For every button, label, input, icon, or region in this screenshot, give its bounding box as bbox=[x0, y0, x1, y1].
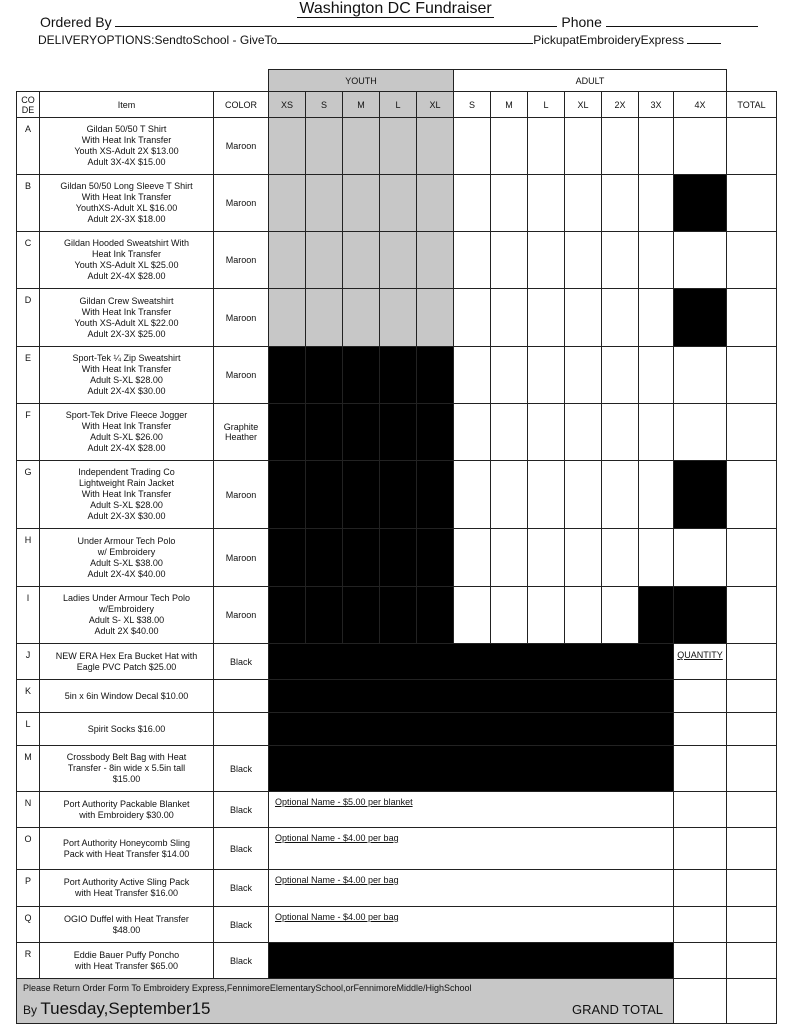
item-row bbox=[17, 347, 777, 404]
quantity-cell bbox=[269, 347, 306, 404]
item-color: Black bbox=[214, 644, 269, 680]
item-row bbox=[17, 943, 777, 979]
item-code: I bbox=[17, 587, 40, 644]
quantity-cell[interactable] bbox=[674, 232, 727, 289]
quantity-cell bbox=[306, 587, 343, 644]
item-color: Black bbox=[214, 907, 269, 943]
youth-size-header: S bbox=[306, 92, 343, 118]
row-total-cell[interactable] bbox=[727, 943, 777, 979]
grand-total-cell[interactable] bbox=[727, 979, 777, 1024]
row-total-cell[interactable] bbox=[727, 289, 777, 347]
ordered-by-row bbox=[40, 14, 758, 30]
row-total-cell[interactable] bbox=[727, 680, 777, 713]
quantity-cell bbox=[674, 289, 727, 347]
quantity-cell[interactable] bbox=[565, 347, 602, 404]
by-label: By bbox=[23, 1003, 38, 1017]
item-description: Sport-Tek Drive Fleece Jogger With Heat Ink Transfer Adult S-XL $26.00 Adult 2X-4X $28.00 bbox=[40, 404, 214, 461]
quantity-cell bbox=[380, 347, 417, 404]
adult-size-header: S bbox=[454, 92, 491, 118]
quantity-cell[interactable] bbox=[528, 175, 565, 232]
quantity-cell[interactable] bbox=[454, 118, 491, 175]
optional-name-field[interactable]: Optional Name - $4.00 per bag bbox=[269, 870, 674, 907]
quantity-cell[interactable] bbox=[269, 175, 306, 232]
column-header-row bbox=[17, 92, 777, 118]
quantity-cell bbox=[269, 587, 306, 644]
item-color: Maroon bbox=[214, 175, 269, 232]
quantity-cell[interactable] bbox=[602, 461, 639, 529]
quantity-cell[interactable] bbox=[639, 232, 674, 289]
item-description: Under Armour Tech Polo w/ Embroidery Adult S-XL $38.00 Adult 2X-4X $40.00 bbox=[40, 529, 214, 587]
quantity-cell[interactable] bbox=[454, 347, 491, 404]
code-header: CO DE bbox=[17, 92, 40, 118]
grand-total-quantity-cell[interactable] bbox=[674, 979, 727, 1024]
row-total-cell[interactable] bbox=[727, 347, 777, 404]
item-code: A bbox=[17, 118, 40, 175]
quantity-cell[interactable] bbox=[565, 232, 602, 289]
quantity-cell[interactable] bbox=[674, 713, 727, 746]
row-total-cell[interactable] bbox=[727, 644, 777, 680]
item-row bbox=[17, 175, 777, 232]
adult-group-header: ADULT bbox=[454, 70, 727, 92]
quantity-cell bbox=[380, 587, 417, 644]
quantity-cell bbox=[306, 461, 343, 529]
quantity-cell[interactable] bbox=[306, 289, 343, 347]
deadline-date: Tuesday,September15 bbox=[40, 999, 211, 1018]
item-code: N bbox=[17, 792, 40, 828]
item-code: F bbox=[17, 404, 40, 461]
quantity-cell[interactable] bbox=[602, 347, 639, 404]
row-total-cell[interactable] bbox=[727, 529, 777, 587]
item-code: L bbox=[17, 713, 40, 746]
quantity-cell[interactable] bbox=[343, 175, 380, 232]
item-description: Gildan Crew Sweatshirt With Heat Ink Transfer Youth XS-Adult XL $22.00 Adult 2X-3X $25.00 bbox=[40, 289, 214, 347]
youth-size-header: M bbox=[343, 92, 380, 118]
quantity-cell[interactable] bbox=[674, 943, 727, 979]
quantity-cell[interactable] bbox=[674, 529, 727, 587]
quantity-cell[interactable] bbox=[269, 289, 306, 347]
quantity-label: QUANTITY bbox=[674, 644, 727, 680]
quantity-cell[interactable] bbox=[528, 529, 565, 587]
quantity-cell[interactable] bbox=[639, 529, 674, 587]
quantity-cell bbox=[674, 587, 727, 644]
item-code: M bbox=[17, 746, 40, 792]
item-row bbox=[17, 870, 777, 907]
row-total-cell[interactable] bbox=[727, 587, 777, 644]
item-description: Port Authority Packable Blanket with Embroidery $30.00 bbox=[40, 792, 214, 828]
quantity-cell bbox=[343, 404, 380, 461]
row-total-cell[interactable] bbox=[727, 792, 777, 828]
quantity-cell[interactable] bbox=[454, 175, 491, 232]
quantity-cell[interactable] bbox=[602, 175, 639, 232]
item-row bbox=[17, 792, 777, 828]
quantity-cell[interactable] bbox=[565, 529, 602, 587]
quantity-cell bbox=[417, 587, 454, 644]
quantity-cell bbox=[380, 461, 417, 529]
phone-field[interactable] bbox=[606, 14, 758, 27]
item-description: 5in x 6in Window Decal $10.00 bbox=[40, 680, 214, 713]
item-code: Q bbox=[17, 907, 40, 943]
quantity-cell[interactable] bbox=[491, 404, 528, 461]
order-table bbox=[16, 69, 777, 1024]
item-color: Maroon bbox=[214, 118, 269, 175]
quantity-cell[interactable] bbox=[565, 289, 602, 347]
row-total-cell[interactable] bbox=[727, 746, 777, 792]
blocked-cell bbox=[269, 746, 674, 792]
item-row bbox=[17, 232, 777, 289]
youth-size-header: XS bbox=[269, 92, 306, 118]
quantity-cell[interactable] bbox=[491, 461, 528, 529]
item-row bbox=[17, 644, 777, 680]
quantity-cell bbox=[306, 404, 343, 461]
item-description: Gildan Hooded Sweatshirt With Heat Ink Transfer Youth XS-Adult XL $25.00 Adult 2X-4X $28.00 bbox=[40, 232, 214, 289]
youth-group-header: YOUTH bbox=[269, 70, 454, 92]
quantity-cell[interactable] bbox=[269, 118, 306, 175]
quantity-cell[interactable] bbox=[454, 529, 491, 587]
row-total-cell[interactable] bbox=[727, 870, 777, 907]
quantity-cell[interactable] bbox=[528, 404, 565, 461]
quantity-cell[interactable] bbox=[454, 404, 491, 461]
quantity-cell[interactable] bbox=[491, 118, 528, 175]
item-code: P bbox=[17, 870, 40, 907]
quantity-cell[interactable] bbox=[602, 529, 639, 587]
item-code: O bbox=[17, 828, 40, 870]
quantity-cell[interactable] bbox=[602, 289, 639, 347]
item-code: B bbox=[17, 175, 40, 232]
item-code: C bbox=[17, 232, 40, 289]
adult-size-header: XL bbox=[565, 92, 602, 118]
quantity-cell[interactable] bbox=[343, 232, 380, 289]
ordered-by-field[interactable] bbox=[115, 14, 557, 27]
item-code: J bbox=[17, 644, 40, 680]
quantity-cell[interactable] bbox=[343, 118, 380, 175]
quantity-cell[interactable] bbox=[639, 404, 674, 461]
quantity-cell[interactable] bbox=[417, 289, 454, 347]
row-total-cell[interactable] bbox=[727, 461, 777, 529]
quantity-cell[interactable] bbox=[417, 232, 454, 289]
blocked-cell bbox=[269, 943, 674, 979]
return-instructions: Please Return Order Form To Embroidery Express,FennimoreElementarySchool,orFennimoreMiddle/HighSchool bbox=[23, 983, 472, 993]
item-color: Maroon bbox=[214, 289, 269, 347]
item-color: Graphite Heather bbox=[214, 404, 269, 461]
quantity-cell[interactable] bbox=[674, 746, 727, 792]
delivery-options-label: DELIVERYOPTIONS:SendtoSchool - GiveTo bbox=[38, 33, 278, 47]
item-color bbox=[214, 713, 269, 746]
row-total-cell[interactable] bbox=[727, 404, 777, 461]
item-code: H bbox=[17, 529, 40, 587]
adult-size-header: 3X bbox=[639, 92, 674, 118]
quantity-cell bbox=[417, 461, 454, 529]
item-row bbox=[17, 828, 777, 870]
item-description: Crossbody Belt Bag with Heat Transfer - 8in wide x 5.5in tall $15.00 bbox=[40, 746, 214, 792]
item-row bbox=[17, 713, 777, 746]
item-row bbox=[17, 907, 777, 943]
total-header: TOTAL bbox=[727, 92, 777, 118]
quantity-cell bbox=[343, 347, 380, 404]
quantity-cell[interactable] bbox=[528, 232, 565, 289]
quantity-cell[interactable] bbox=[674, 680, 727, 713]
quantity-cell[interactable] bbox=[528, 347, 565, 404]
blocked-cell bbox=[269, 680, 674, 713]
quantity-cell[interactable] bbox=[380, 175, 417, 232]
item-color bbox=[214, 680, 269, 713]
item-color: Maroon bbox=[214, 232, 269, 289]
quantity-cell[interactable] bbox=[674, 347, 727, 404]
quantity-cell bbox=[306, 529, 343, 587]
phone-label: Phone bbox=[561, 14, 602, 30]
quantity-cell bbox=[380, 529, 417, 587]
item-description: Gildan 50/50 Long Sleeve T Shirt With Heat Ink Transfer YouthXS-Adult XL $16.00 Adult 2X-3X $18.00 bbox=[40, 175, 214, 232]
quantity-cell[interactable] bbox=[417, 175, 454, 232]
blocked-cell bbox=[269, 713, 674, 746]
quantity-cell bbox=[674, 175, 727, 232]
quantity-cell bbox=[343, 529, 380, 587]
blocked-cell bbox=[269, 644, 674, 680]
footer-row bbox=[17, 979, 777, 1024]
quantity-cell bbox=[417, 529, 454, 587]
pickup-field[interactable] bbox=[687, 31, 721, 44]
optional-name-field[interactable]: Optional Name - $4.00 per bag bbox=[269, 828, 674, 870]
pickup-label: PickupatEmbroideryExpress bbox=[533, 33, 684, 47]
youth-size-header: XL bbox=[417, 92, 454, 118]
quantity-cell[interactable] bbox=[528, 289, 565, 347]
quantity-cell[interactable] bbox=[269, 232, 306, 289]
item-description: Port Authority Active Sling Pack with Heat Transfer $16.00 bbox=[40, 870, 214, 907]
quantity-cell[interactable] bbox=[565, 404, 602, 461]
item-color: Black bbox=[214, 828, 269, 870]
quantity-cell[interactable] bbox=[380, 289, 417, 347]
quantity-cell[interactable] bbox=[674, 792, 727, 828]
adult-size-header: 2X bbox=[602, 92, 639, 118]
row-total-cell[interactable] bbox=[727, 232, 777, 289]
item-code: D bbox=[17, 289, 40, 347]
quantity-cell[interactable] bbox=[491, 529, 528, 587]
item-description: Port Authority Honeycomb Sling Pack with Heat Transfer $14.00 bbox=[40, 828, 214, 870]
quantity-cell[interactable] bbox=[674, 404, 727, 461]
quantity-cell[interactable] bbox=[306, 175, 343, 232]
quantity-cell[interactable] bbox=[639, 175, 674, 232]
item-description: Eddie Bauer Puffy Poncho with Heat Transfer $65.00 bbox=[40, 943, 214, 979]
quantity-cell[interactable] bbox=[602, 118, 639, 175]
adult-size-header: L bbox=[528, 92, 565, 118]
quantity-cell[interactable] bbox=[565, 587, 602, 644]
quantity-cell[interactable] bbox=[639, 289, 674, 347]
quantity-cell[interactable] bbox=[454, 461, 491, 529]
quantity-cell[interactable] bbox=[602, 232, 639, 289]
quantity-cell[interactable] bbox=[674, 907, 727, 943]
quantity-cell[interactable] bbox=[565, 175, 602, 232]
item-color: Maroon bbox=[214, 529, 269, 587]
quantity-cell[interactable] bbox=[491, 232, 528, 289]
quantity-cell[interactable] bbox=[454, 289, 491, 347]
quantity-cell bbox=[343, 461, 380, 529]
youth-size-header: L bbox=[380, 92, 417, 118]
quantity-cell[interactable] bbox=[565, 118, 602, 175]
ordered-by-label: Ordered By bbox=[40, 14, 112, 30]
item-description: Ladies Under Armour Tech Polo w/Embroidery Adult S- XL $38.00 Adult 2X $40.00 bbox=[40, 587, 214, 644]
quantity-cell bbox=[417, 404, 454, 461]
quantity-cell[interactable] bbox=[528, 587, 565, 644]
item-row bbox=[17, 404, 777, 461]
quantity-cell[interactable] bbox=[417, 118, 454, 175]
quantity-cell bbox=[639, 587, 674, 644]
quantity-cell[interactable] bbox=[602, 587, 639, 644]
item-row bbox=[17, 289, 777, 347]
item-description: OGIO Duffel with Heat Transfer $48.00 bbox=[40, 907, 214, 943]
give-to-field[interactable] bbox=[277, 31, 533, 44]
quantity-cell[interactable] bbox=[639, 118, 674, 175]
row-total-cell[interactable] bbox=[727, 118, 777, 175]
optional-name-field[interactable]: Optional Name - $5.00 per blanket bbox=[269, 792, 674, 828]
quantity-cell[interactable] bbox=[528, 118, 565, 175]
item-color: Black bbox=[214, 746, 269, 792]
quantity-cell bbox=[674, 461, 727, 529]
adult-size-header: 4X bbox=[674, 92, 727, 118]
deadline-line bbox=[23, 999, 667, 1019]
item-description: Spirit Socks $16.00 bbox=[40, 713, 214, 746]
quantity-cell[interactable] bbox=[491, 289, 528, 347]
item-row bbox=[17, 118, 777, 175]
quantity-cell[interactable] bbox=[454, 587, 491, 644]
delivery-row bbox=[38, 31, 721, 47]
item-row bbox=[17, 680, 777, 713]
row-total-cell[interactable] bbox=[727, 175, 777, 232]
optional-name-field[interactable]: Optional Name - $4.00 per bag bbox=[269, 907, 674, 943]
quantity-cell[interactable] bbox=[602, 404, 639, 461]
item-code: E bbox=[17, 347, 40, 404]
quantity-cell bbox=[269, 461, 306, 529]
item-color: Maroon bbox=[214, 587, 269, 644]
item-color: Black bbox=[214, 943, 269, 979]
quantity-cell[interactable] bbox=[639, 347, 674, 404]
grand-total-label: GRAND TOTAL bbox=[571, 1002, 663, 1017]
adult-size-header: M bbox=[491, 92, 528, 118]
item-description: Gildan 50/50 T Shirt With Heat Ink Transfer Youth XS-Adult 2X $13.00 Adult 3X-4X $15.00 bbox=[40, 118, 214, 175]
item-row bbox=[17, 461, 777, 529]
title-text: Washington DC Fundraiser bbox=[299, 0, 492, 17]
quantity-cell bbox=[343, 587, 380, 644]
item-color: Black bbox=[214, 792, 269, 828]
quantity-cell[interactable] bbox=[306, 118, 343, 175]
footer-note bbox=[17, 979, 674, 1024]
quantity-cell[interactable] bbox=[674, 118, 727, 175]
item-code: R bbox=[17, 943, 40, 979]
row-total-cell[interactable] bbox=[727, 828, 777, 870]
quantity-cell[interactable] bbox=[454, 232, 491, 289]
quantity-cell[interactable] bbox=[491, 175, 528, 232]
item-row bbox=[17, 529, 777, 587]
quantity-cell[interactable] bbox=[565, 461, 602, 529]
item-code: G bbox=[17, 461, 40, 529]
quantity-cell[interactable] bbox=[491, 347, 528, 404]
item-color: Maroon bbox=[214, 461, 269, 529]
quantity-cell[interactable] bbox=[674, 870, 727, 907]
quantity-cell[interactable] bbox=[380, 118, 417, 175]
item-row bbox=[17, 746, 777, 792]
quantity-cell[interactable] bbox=[528, 461, 565, 529]
quantity-cell bbox=[306, 347, 343, 404]
row-total-cell[interactable] bbox=[727, 907, 777, 943]
quantity-cell[interactable] bbox=[674, 828, 727, 870]
quantity-cell bbox=[269, 404, 306, 461]
item-description: NEW ERA Hex Era Bucket Hat with Eagle PVC Patch $25.00 bbox=[40, 644, 214, 680]
color-header: COLOR bbox=[214, 92, 269, 118]
item-header: Item bbox=[40, 92, 214, 118]
item-description: Sport-Tek ¼ Zip Sweatshirt With Heat Ink Transfer Adult S-XL $28.00 Adult 2X-4X $30.00 bbox=[40, 347, 214, 404]
item-row bbox=[17, 587, 777, 644]
item-code: K bbox=[17, 680, 40, 713]
quantity-cell bbox=[380, 404, 417, 461]
item-color: Maroon bbox=[214, 347, 269, 404]
quantity-cell bbox=[269, 529, 306, 587]
item-color: Black bbox=[214, 870, 269, 907]
item-description: Independent Trading Co Lightweight Rain Jacket With Heat Ink Transfer Adult S-XL $28.00 Adult 2X-3X $30.00 bbox=[40, 461, 214, 529]
quantity-cell[interactable] bbox=[343, 289, 380, 347]
quantity-cell[interactable] bbox=[380, 232, 417, 289]
quantity-cell[interactable] bbox=[306, 232, 343, 289]
row-total-cell[interactable] bbox=[727, 713, 777, 746]
quantity-cell[interactable] bbox=[491, 587, 528, 644]
quantity-cell bbox=[417, 347, 454, 404]
group-header-row bbox=[17, 70, 777, 92]
quantity-cell[interactable] bbox=[639, 461, 674, 529]
